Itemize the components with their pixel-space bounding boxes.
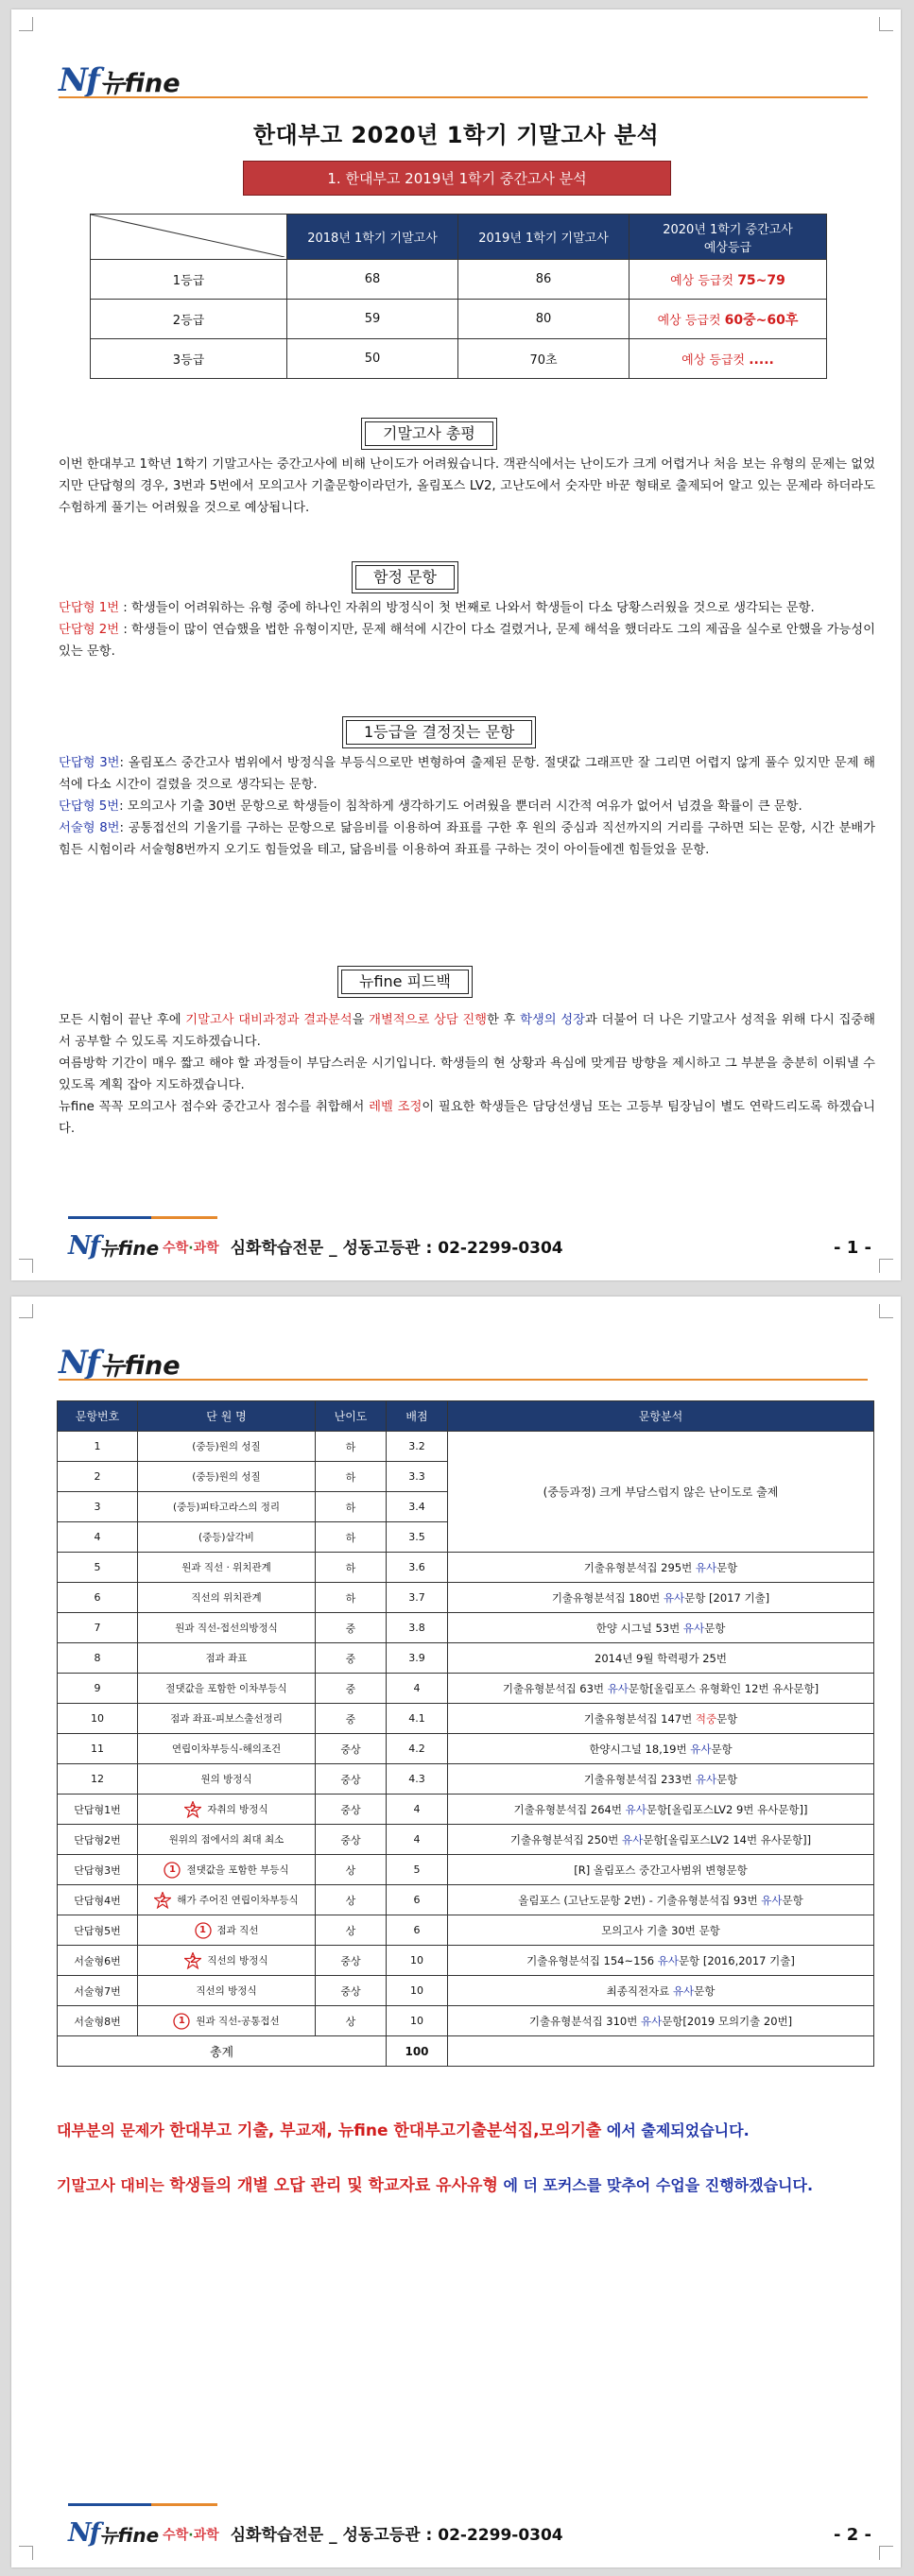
section-title-feedback: 뉴fine 피드백 [341, 970, 469, 994]
section-title-decisive: 1등급을 결정짓는 문항 [346, 720, 532, 745]
section-title-overview: 기말고사 총평 [365, 421, 493, 446]
analysis: 모의고사 기출 30번 문항 [448, 1915, 874, 1946]
footer-accent-line [68, 2503, 151, 2506]
overview-text: 이번 한대부고 1학년 1학기 기말고사는 중간고사에 비해 난이도가 어려웠습니다. 객관식에서는 난이도가 크게 어렵거나 처음 보는 유형의 문제는 없었지만 단답형의 경우, 3번과 5번에서 모의고사 기출문항이라던가, 올림포스 LV2, 고난도에서 숫자만 바꾼 형태로 출제되어 알고 있는 문제라 하더라도 수험하게 풀기는 어려웠을 것으로 예상됩니다. [59, 457, 875, 515]
star-badge-icon: 2 [154, 1892, 171, 1909]
question-number: 4 [58, 1522, 138, 1553]
feedback-paragraph [59, 1009, 875, 1140]
footer-accent-line [151, 1216, 217, 1219]
section-title-trap: 함정 문항 [355, 565, 455, 590]
section-title-box [361, 418, 497, 450]
score: 10 [387, 2006, 448, 2036]
unit-name: 점과 좌표 [138, 1643, 316, 1674]
crop-mark [879, 17, 893, 31]
table-row [58, 1976, 874, 2006]
header-2019: 2019년 1학기 기말고사 [458, 215, 629, 260]
unit-name: (중등)원의 성질 [138, 1462, 316, 1492]
footer-logo-brand: 뉴fine [99, 1237, 160, 1260]
grade-cut-table [90, 214, 827, 379]
difficulty: 중 [316, 1674, 387, 1704]
unit-name: 원과 직선-접선의방정식 [138, 1613, 316, 1643]
difficulty: 중 [316, 1643, 387, 1674]
logo-brand: 뉴fine [99, 1351, 181, 1381]
total-empty [448, 2036, 874, 2067]
score: 3.7 [387, 1583, 448, 1613]
question-table-body [58, 1432, 874, 2067]
crop-mark [879, 2546, 893, 2560]
score: 4.1 [387, 1704, 448, 1734]
section-title-box [337, 966, 473, 998]
analysis: 올림포스 (고난도문항 2번) - 기출유형분석집 93번 유사문항 [448, 1885, 874, 1915]
question-number: 단답형1번 [58, 1795, 138, 1825]
analysis: 기출유형분석집 63번 유사문항[올림포스 유형확인 12번 유사문항] [448, 1674, 874, 1704]
unit-name: 직선의 위치관계 [138, 1583, 316, 1613]
unit-name: 원과 직선 · 위치관계 [138, 1553, 316, 1583]
grade-expect: 예상 등급컷 ..... [629, 339, 827, 379]
difficulty: 중상 [316, 1795, 387, 1825]
section-title-box [352, 561, 458, 593]
score: 4 [387, 1674, 448, 1704]
grade-2019: 70초 [458, 339, 629, 379]
score: 3.6 [387, 1553, 448, 1583]
crop-mark [19, 1304, 33, 1318]
table-row [58, 1825, 874, 1855]
total-label: 총계 [58, 2036, 387, 2067]
header-score: 배점 [387, 1401, 448, 1432]
diagonal-header-cell [91, 215, 287, 260]
crop-mark [19, 1259, 33, 1273]
unit-name: 원의 방정식 [138, 1764, 316, 1795]
unit-name: 직선의 방정식 [138, 1976, 316, 2006]
table-row [58, 1613, 874, 1643]
score: 10 [387, 1976, 448, 2006]
difficulty: 하 [316, 1462, 387, 1492]
total-row [58, 2036, 874, 2067]
grade-2018: 68 [287, 260, 458, 300]
unit-name: 원위의 점에서의 최대 최소 [138, 1825, 316, 1855]
question-number: 단답형4번 [58, 1885, 138, 1915]
grade-expect: 예상 등급컷 60중~60후 [629, 300, 827, 339]
crop-mark [19, 2546, 33, 2560]
star-badge-icon: 2 [184, 1952, 201, 1969]
footer-accent-line [151, 2503, 217, 2506]
circle-badge-icon: 1 [164, 1862, 181, 1879]
score: 5 [387, 1855, 448, 1885]
header-2020: 2020년 1학기 중간고사 예상등급 [629, 215, 827, 260]
circle-badge-icon: 1 [195, 1922, 212, 1939]
decisive-item: 단답형 3번: 올림포스 중간고사 범위에서 방정식을 부등식으로만 변형하여 출제된 문항. 절댓값 그래프만 잘 그리면 어렵지 않게 풀수 있지만 문제 해석에 다소 시간이 걸렸을 것으로 생각되는 문항. [59, 756, 875, 792]
footer-subjects: 수학·과학 [163, 1241, 219, 1257]
grade-row [91, 260, 827, 300]
score: 4 [387, 1795, 448, 1825]
analysis: 기출유형분석집 250번 유사문항[올림포스LV2 14번 유사문항]] [448, 1825, 874, 1855]
score: 4.2 [387, 1734, 448, 1764]
circle-badge-icon: 1 [173, 2013, 190, 2030]
section-title-box [342, 716, 536, 748]
table-row [58, 1915, 874, 1946]
footer-logo-mark: Nf [68, 2518, 99, 2548]
header-logo [59, 1339, 181, 1382]
difficulty: 중상 [316, 1764, 387, 1795]
header-rule [59, 96, 868, 98]
question-number: 7 [58, 1613, 138, 1643]
difficulty: 중 [316, 1704, 387, 1734]
table-row [58, 2006, 874, 2036]
analysis: 한양시그널 18,19번 유사문항 [448, 1734, 874, 1764]
grade-table-header [91, 215, 827, 260]
summary-line-1: 대부분의 문제가 한대부고 기출, 부교재, 뉴fine 한대부고기출분석집,모의기출 에서 출제되었습니다. [57, 2121, 750, 2140]
table-row [58, 1583, 874, 1613]
crop-mark [879, 1259, 893, 1273]
header-num: 문항번호 [58, 1401, 138, 1432]
document-page-2 [11, 1297, 901, 2567]
score: 3.4 [387, 1492, 448, 1522]
difficulty: 상 [316, 1885, 387, 1915]
question-number: 10 [58, 1704, 138, 1734]
analysis: 한양 시그널 53번 유사문항 [448, 1613, 874, 1643]
difficulty: 하 [316, 1432, 387, 1462]
page-title: 한대부고 2020년 1학기 기말고사 분석 [252, 122, 660, 148]
question-number: 서술형6번 [58, 1946, 138, 1976]
analysis: 기출유형분석집 147번 적중문항 [448, 1704, 874, 1734]
score: 3.5 [387, 1522, 448, 1553]
question-number: 단답형5번 [58, 1915, 138, 1946]
table-row [58, 1764, 874, 1795]
difficulty: 중상 [316, 1734, 387, 1764]
difficulty: 하 [316, 1492, 387, 1522]
difficulty: 하 [316, 1553, 387, 1583]
table-row [58, 1704, 874, 1734]
header-unit: 단 원 명 [138, 1401, 316, 1432]
unit-name: 2 자취의 방정식 [138, 1795, 316, 1825]
question-number: 11 [58, 1734, 138, 1764]
decisive-item: 단답형 5번: 모의고사 기출 30번 문항으로 학생들이 침착하게 생각하기도 어려웠을 뿐더러 시간적 여유가 없어서 넘겼을 확률이 큰 문항. [59, 799, 802, 814]
analysis: 2014년 9월 학력평가 25번 [448, 1643, 874, 1674]
question-number: 5 [58, 1553, 138, 1583]
unit-name: (중등)삼각비 [138, 1522, 316, 1553]
page-footer [68, 2508, 871, 2546]
score: 4 [387, 1825, 448, 1855]
unit-name: 점과 좌표-피보스출선정리 [138, 1704, 316, 1734]
analysis: 기출유형분석집 264번 유사문항[올림포스LV2 9번 유사문항]] [448, 1795, 874, 1825]
question-number: 9 [58, 1674, 138, 1704]
footer-contact: 심화학습전문 _ 성동고등관 : 02-2299-0304 [230, 1238, 563, 1258]
question-number: 서술형8번 [58, 2006, 138, 2036]
document-page-1 [11, 9, 901, 1280]
footer-accent-line [68, 1216, 151, 1219]
difficulty: 중상 [316, 1976, 387, 2006]
header-level: 난이도 [316, 1401, 387, 1432]
crop-mark [879, 1304, 893, 1318]
logo-brand: 뉴fine [99, 69, 181, 98]
score: 10 [387, 1946, 448, 1976]
table-row [58, 1643, 874, 1674]
difficulty: 중상 [316, 1946, 387, 1976]
score: 4.3 [387, 1764, 448, 1795]
table-row [58, 1553, 874, 1583]
decisive-item: 서술형 8번: 공통접선의 기울기를 구하는 문항으로 닮음비를 이용하여 좌표를 구한 후 원의 중심과 직선까지의 거리를 구하면 되는 문항, 시간 분배가 힘든 시험이라 서술형8번까지 오기도 힘들었을 테고, 닮음비를 이용하여 좌표를 구하는 것이 아이들에겐 힘들었을 문항. [59, 821, 875, 857]
unit-name: 1 원과 직선-공통접선 [138, 2006, 316, 2036]
grade-2018: 50 [287, 339, 458, 379]
analysis: 최종직전자료 유사문항 [448, 1976, 874, 2006]
summary-line-2: 기말고사 대비는 학생들의 개별 오답 관리 및 학교자료 유사유형 에 더 포커스를 맞추어 수업을 진행하겠습니다. [57, 2176, 814, 2195]
table-row [58, 1885, 874, 1915]
unit-name: (중등)원의 성질 [138, 1432, 316, 1462]
grade-row [91, 300, 827, 339]
feedback-p2: 여름방학 기간이 매우 짧고 해야 할 과정들이 부담스러운 시기입니다. 학생들의 현 상황과 욕심에 맞게끔 방향을 제시하고 그 부분을 충분히 이뤄낼 수 있도록 계획 잡아 지도하겠습니다. [59, 1056, 875, 1092]
difficulty: 상 [316, 2006, 387, 2036]
grade-2019: 86 [458, 260, 629, 300]
question-number: 1 [58, 1432, 138, 1462]
score: 6 [387, 1915, 448, 1946]
analysis: [R] 올림포스 중간고사범위 변형문항 [448, 1855, 874, 1885]
grade-2019: 80 [458, 300, 629, 339]
question-number: 12 [58, 1764, 138, 1795]
trap-item: 단답형 2번 : 학생들이 많이 연습했을 법한 유형이지만, 문제 해석에 시간이 다소 걸렸거나, 문제 해석을 했더라도 그의 제곱을 실수로 안했을 가능성이 있는 문항. [59, 623, 875, 659]
difficulty: 하 [316, 1583, 387, 1613]
score: 3.9 [387, 1643, 448, 1674]
page-number: - 2 - [834, 2524, 871, 2545]
question-analysis-table [57, 1400, 874, 2067]
unit-name: 연립이차부등식-해의조건 [138, 1734, 316, 1764]
table-row [58, 1734, 874, 1764]
diagonal-line [91, 215, 285, 257]
unit-name: 1 점과 직선 [138, 1915, 316, 1946]
total-score: 100 [387, 2036, 448, 2067]
logo-mark: Nf [59, 1344, 98, 1382]
grade-label: 3등급 [91, 339, 287, 379]
footer-logo-brand: 뉴fine [99, 2524, 160, 2547]
section-banner: 1. 한대부고 2019년 1학기 중간고사 분석 [243, 161, 671, 196]
unit-name: 1 절댓값을 포함한 부등식 [138, 1855, 316, 1885]
table-row [58, 1855, 874, 1885]
logo-mark: Nf [59, 61, 98, 99]
footer-logo-mark: Nf [68, 1231, 99, 1261]
question-table-header [58, 1401, 874, 1432]
score: 6 [387, 1885, 448, 1915]
header-rule [59, 1379, 868, 1381]
grade-2018: 59 [287, 300, 458, 339]
analysis: 기출유형분석집 310번 유사문항[2019 모의기출 20번] [448, 2006, 874, 2036]
header-analysis: 문항분석 [448, 1401, 874, 1432]
grade-label: 1등급 [91, 260, 287, 300]
score: 3.3 [387, 1462, 448, 1492]
feedback-p1: 모든 시험이 끝난 후에 기말고사 대비과정과 결과분석을 개별적으로 상담 진행한 후 학생의 성장과 더불어 더 나은 기말고사 성적을 위해 다시 집중해서 공부할 수 있도록 지도하겠습니다. [59, 1013, 876, 1049]
feedback-p3: 뉴fine 꼭꼭 모의고사 점수와 중간고사 점수를 취합해서 레벨 조정이 필요한 학생들은 담당선생님 또는 고등부 팀장님이 별도 연락드리도록 하겠습니다. [59, 1100, 876, 1136]
crop-mark [19, 17, 33, 31]
unit-name: (중등)피타고라스의 정리 [138, 1492, 316, 1522]
question-number: 단답형3번 [58, 1855, 138, 1885]
difficulty: 중상 [316, 1825, 387, 1855]
score: 3.8 [387, 1613, 448, 1643]
page-number: - 1 - [834, 1237, 871, 1258]
table-row [58, 1674, 874, 1704]
table-row [58, 1795, 874, 1825]
question-number: 서술형7번 [58, 1976, 138, 2006]
table-row [58, 1946, 874, 1976]
unit-name: 2 직선의 방정식 [138, 1946, 316, 1976]
decisive-paragraph [59, 752, 875, 861]
question-number: 2 [58, 1462, 138, 1492]
table-row [58, 1432, 874, 1462]
question-number: 6 [58, 1583, 138, 1613]
footer-contact: 심화학습전문 _ 성동고등관 : 02-2299-0304 [230, 2525, 563, 2545]
unit-name: 절댓값을 포함한 이차부등식 [138, 1674, 316, 1704]
grade-expect: 예상 등급컷 75~79 [629, 260, 827, 300]
analysis: 기출유형분석집 154~156 유사문항 [2016,2017 기출] [448, 1946, 874, 1976]
difficulty: 상 [316, 1855, 387, 1885]
analysis: 기출유형분석집 295번 유사문항 [448, 1553, 874, 1583]
analysis: (중등과정) 크게 부담스럽지 않은 난이도로 출제 [448, 1432, 874, 1553]
score: 3.2 [387, 1432, 448, 1462]
grade-label: 2등급 [91, 300, 287, 339]
unit-name: 2 해가 주어진 연립이차부등식 [138, 1885, 316, 1915]
difficulty: 중 [316, 1613, 387, 1643]
header-logo [59, 57, 181, 99]
page-footer [68, 1221, 871, 1259]
question-number: 8 [58, 1643, 138, 1674]
trap-item: 단답형 1번 : 학생들이 어려워하는 유형 중에 하나인 자취의 방정식이 첫 번째로 나와서 학생들이 다소 당황스러웠을 것으로 생각되는 문항. [59, 601, 815, 615]
grade-row [91, 339, 827, 379]
analysis: 기출유형분석집 233번 유사문항 [448, 1764, 874, 1795]
header-2018: 2018년 1학기 기말고사 [287, 215, 458, 260]
difficulty: 하 [316, 1522, 387, 1553]
difficulty: 상 [316, 1915, 387, 1946]
footer-subjects: 수학·과학 [163, 2528, 219, 2544]
trap-paragraph [59, 597, 875, 662]
question-number: 3 [58, 1492, 138, 1522]
question-number: 단답형2번 [58, 1825, 138, 1855]
analysis: 기출유형분석집 180번 유사문항 [2017 기출] [448, 1583, 874, 1613]
star-badge-icon: 2 [184, 1801, 201, 1818]
overview-paragraph [59, 454, 875, 519]
